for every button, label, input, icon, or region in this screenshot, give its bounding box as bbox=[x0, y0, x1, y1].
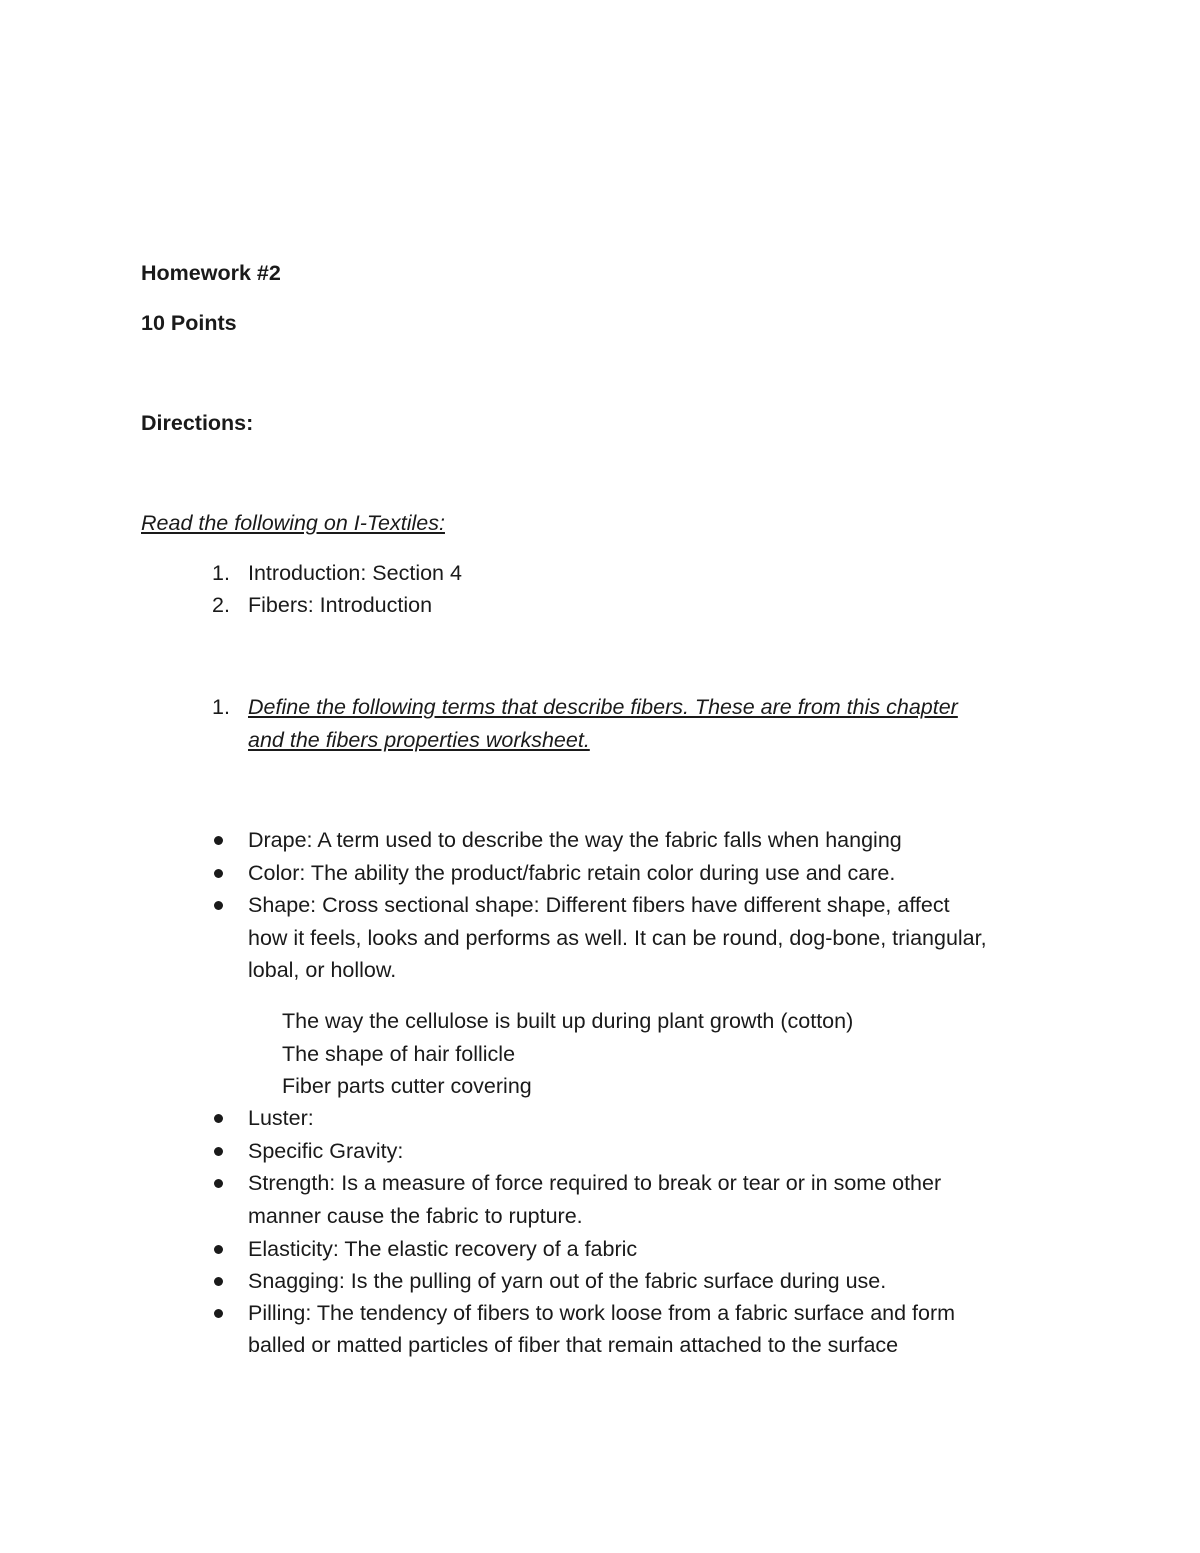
homework-title: Homework #2 bbox=[141, 261, 281, 285]
term-pilling-line1: Pilling: The tendency of fibers to work loose from a fabric surface and form bbox=[248, 1301, 956, 1325]
bullet-icon bbox=[214, 1114, 223, 1123]
shape-sub-note: The way the cellulose is built up during plant growth (cotton) bbox=[282, 1009, 854, 1033]
task-text-line2: and the fibers properties worksheet. bbox=[248, 728, 590, 752]
term-pilling-line2: balled or matted particles of fiber that remain attached to the surface bbox=[248, 1333, 899, 1357]
list-text: Introduction: Section 4 bbox=[248, 561, 462, 585]
term-specific-gravity: Specific Gravity: bbox=[248, 1139, 404, 1163]
list-number: 2. bbox=[212, 593, 230, 617]
task-number: 1. bbox=[212, 695, 230, 719]
bullet-icon bbox=[214, 901, 223, 910]
shape-sub-note: Fiber parts cutter covering bbox=[282, 1074, 532, 1098]
bullet-icon bbox=[214, 1309, 223, 1318]
term-elasticity: Elasticity: The elastic recovery of a fabric bbox=[248, 1237, 638, 1261]
list-number: 1. bbox=[212, 561, 230, 585]
directions-heading: Directions: bbox=[141, 411, 254, 435]
bullet-icon bbox=[214, 1147, 223, 1156]
term-shape-line1: Shape: Cross sectional shape: Different fibers have different shape, affect bbox=[248, 893, 950, 917]
term-strength-line2: manner cause the fabric to rupture. bbox=[248, 1204, 583, 1228]
points-label: 10 Points bbox=[141, 311, 237, 335]
term-shape-line2: how it feels, looks and performs as well. It can be round, dog-bone, triangular, bbox=[248, 926, 987, 950]
bullet-icon bbox=[214, 1179, 223, 1188]
bullet-icon bbox=[214, 869, 223, 878]
term-drape: Drape: A term used to describe the way the fabric falls when hanging bbox=[248, 828, 902, 852]
term-color: Color: The ability the product/fabric retain color during use and care. bbox=[248, 861, 896, 885]
task-text-line1: Define the following terms that describe fibers. These are from this chapter bbox=[248, 695, 958, 719]
term-luster: Luster: bbox=[248, 1106, 314, 1130]
term-snagging: Snagging: Is the pulling of yarn out of the fabric surface during use. bbox=[248, 1269, 887, 1293]
shape-sub-note: The shape of hair follicle bbox=[282, 1042, 516, 1066]
reading-prompt: Read the following on I-Textiles: bbox=[141, 511, 445, 535]
bullet-icon bbox=[214, 1277, 223, 1286]
bullet-icon bbox=[214, 836, 223, 845]
bullet-icon bbox=[214, 1245, 223, 1254]
term-shape-line3: lobal, or hollow. bbox=[248, 958, 397, 982]
term-strength-line1: Strength: Is a measure of force required to break or tear or in some other bbox=[248, 1171, 942, 1195]
list-text: Fibers: Introduction bbox=[248, 593, 433, 617]
